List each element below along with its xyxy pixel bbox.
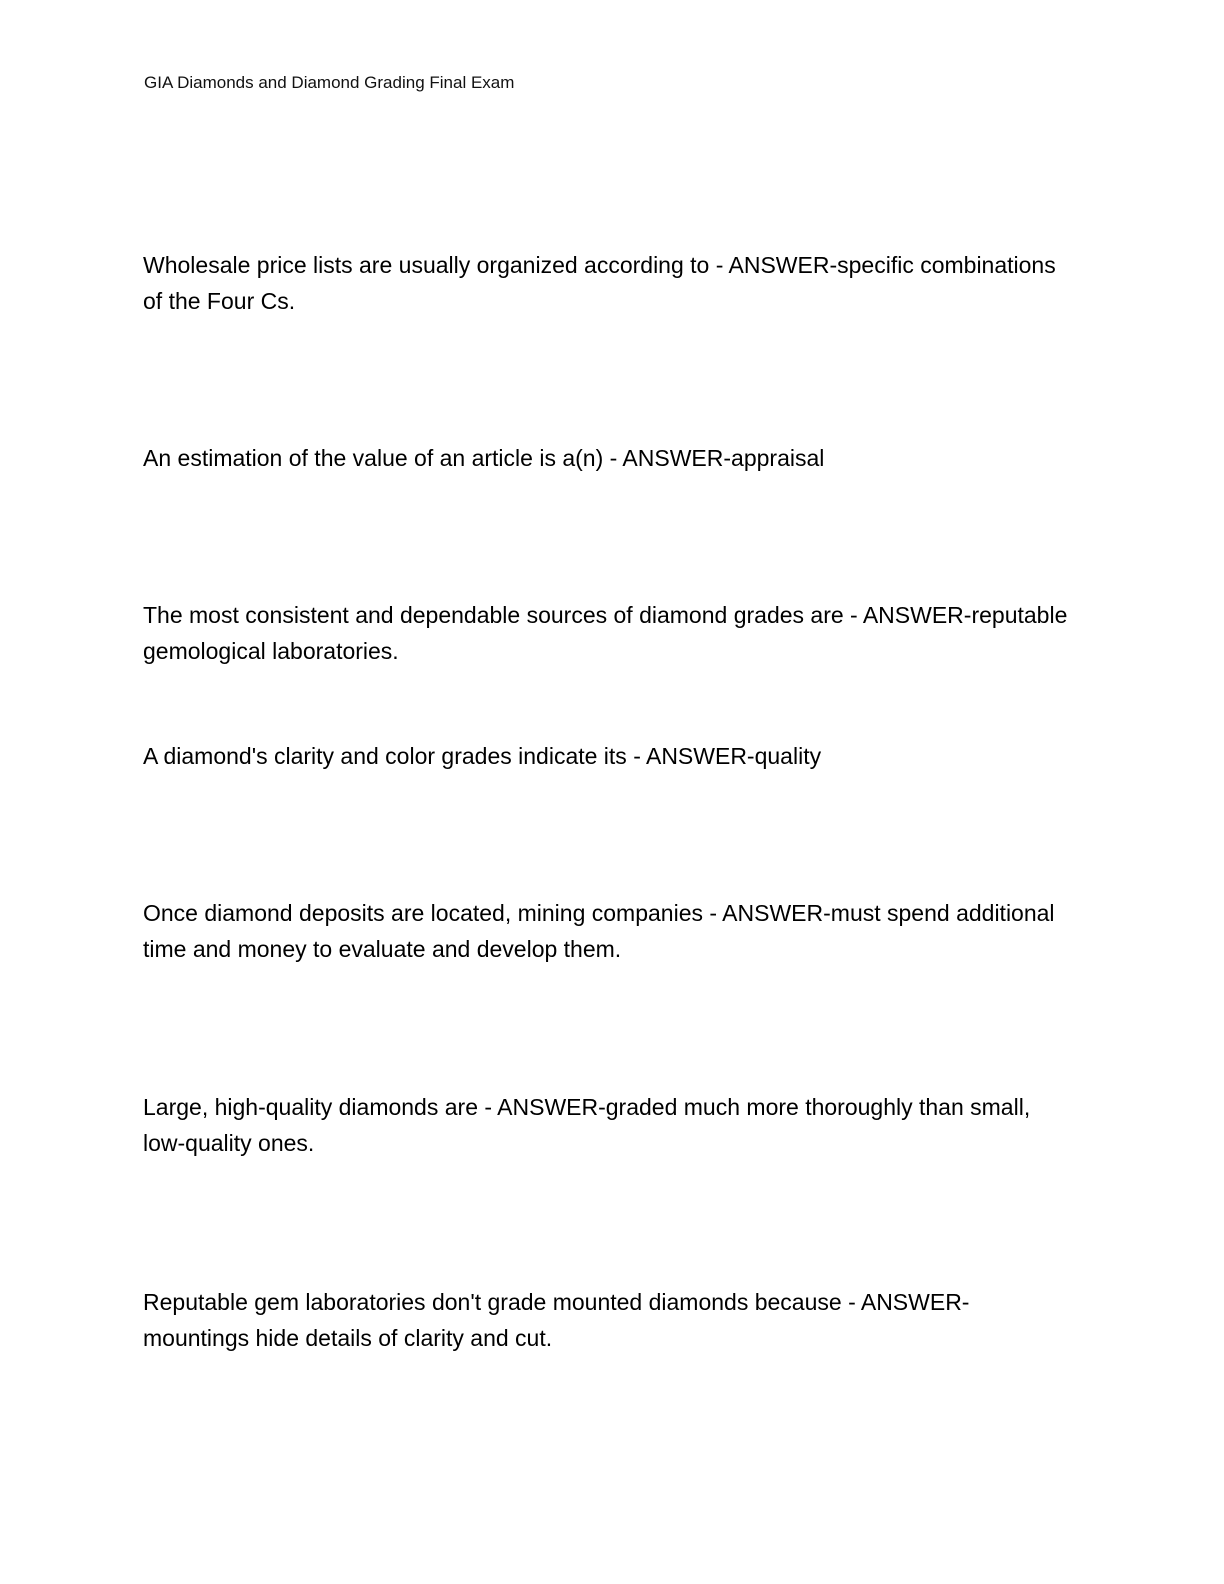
answer-text: must spend additional time and money to evaluate and develop them.	[143, 900, 1055, 962]
answer-separator: - ANSWER-	[703, 900, 831, 926]
answer-text: reputable gemological laboratories.	[143, 602, 1068, 664]
question-text: Once diamond deposits are located, mining companies	[143, 900, 703, 926]
answer-separator: - ANSWER-	[603, 445, 732, 471]
page-header-title: GIA Diamonds and Diamond Grading Final Exam	[144, 73, 515, 92]
answer-separator: - ANSWER-	[843, 602, 972, 628]
question-text: Wholesale price lists are usually organized according to	[143, 252, 710, 278]
answer-text: specific combinations of the Four Cs.	[143, 252, 1056, 314]
answer-separator: - ANSWER-	[626, 743, 755, 769]
question-text: The most consistent and dependable sources of diamond grades are	[143, 602, 844, 628]
qa-item	[143, 440, 1073, 476]
qa-item	[143, 597, 1073, 669]
qa-item	[143, 738, 1073, 774]
question-text: An estimation of the value of an article is a(n)	[143, 445, 604, 471]
answer-separator: - ANSWER-	[841, 1289, 970, 1315]
answer-text: graded much more thoroughly than small, low-quality ones.	[143, 1094, 1031, 1156]
qa-item	[143, 895, 1073, 967]
qa-item	[143, 1089, 1073, 1161]
answer-text: appraisal	[731, 445, 825, 471]
answer-separator: - ANSWER-	[477, 1094, 606, 1120]
answer-text: quality	[754, 743, 822, 769]
question-text: A diamond's clarity and color grades indicate its	[143, 743, 627, 769]
question-text: Reputable gem laboratories don't grade mounted diamonds because	[143, 1289, 842, 1315]
answer-text: mountings hide details of clarity and cut.	[143, 1325, 553, 1351]
question-text: Large, high-quality diamonds are	[143, 1094, 478, 1120]
qa-item	[143, 1284, 1073, 1356]
answer-separator: - ANSWER-	[709, 252, 838, 278]
qa-item	[143, 247, 1073, 319]
